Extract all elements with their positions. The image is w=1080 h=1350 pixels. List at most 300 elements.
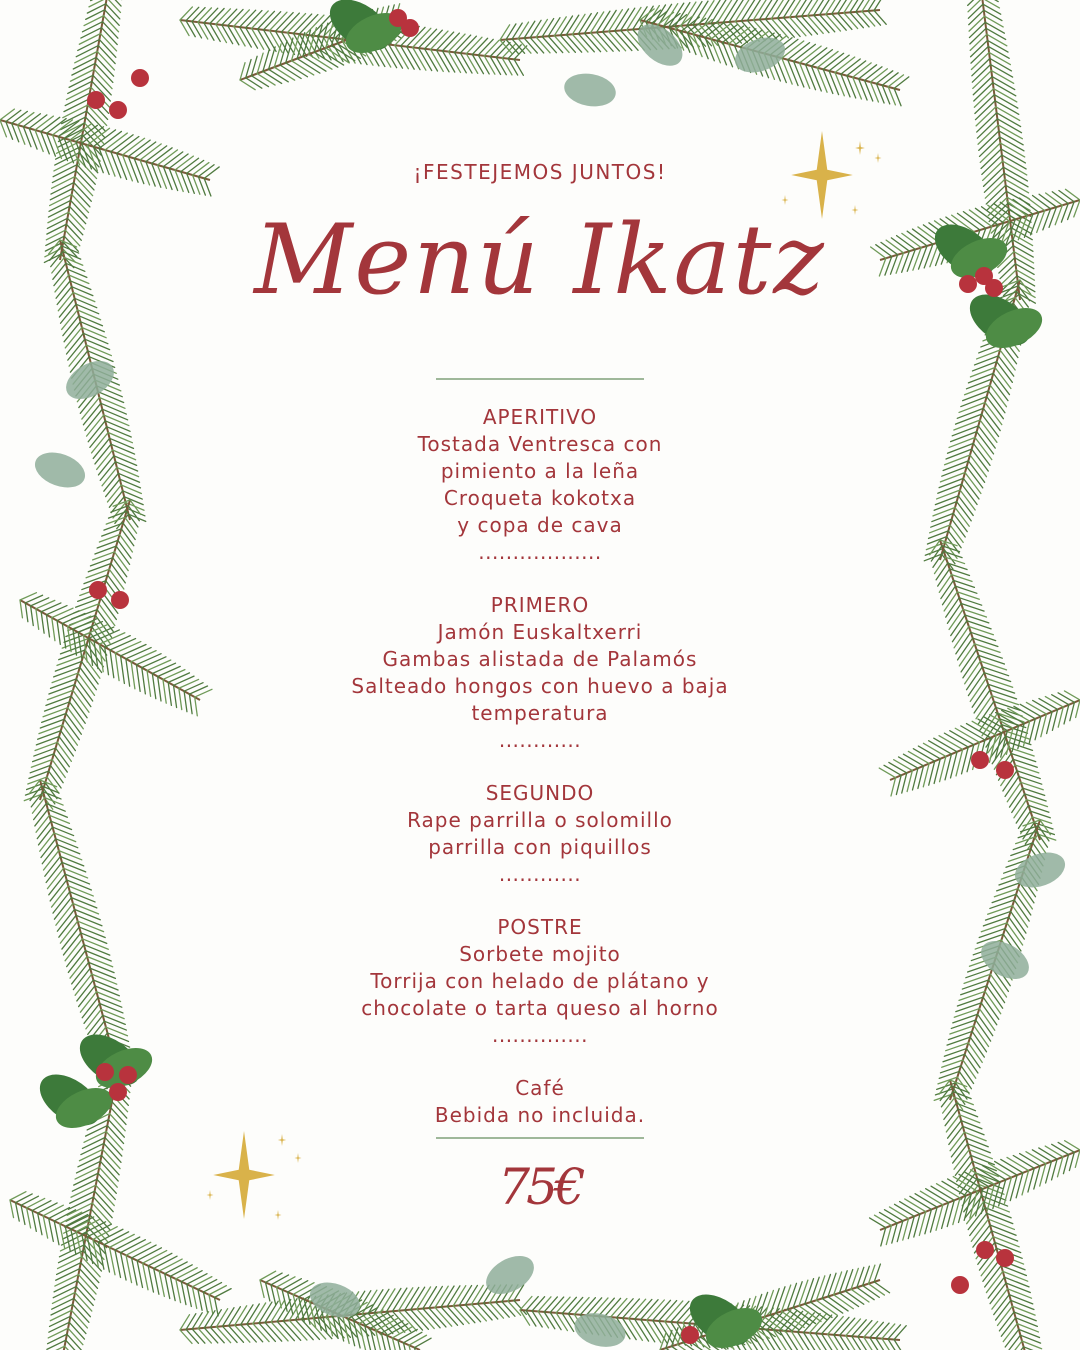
berry: [109, 1083, 127, 1101]
pine-needle: [60, 856, 83, 865]
pine-needle: [988, 906, 1013, 915]
pine-needle: [105, 150, 115, 176]
pine-needle: [229, 1307, 241, 1326]
pine-needle: [115, 653, 119, 681]
pine-needle: [106, 1027, 128, 1036]
pine-needle: [881, 242, 898, 254]
pine-needle: [1011, 1300, 1034, 1309]
pine-needle: [41, 132, 49, 154]
pine-needle: [952, 426, 978, 436]
pine-needle: [1052, 695, 1069, 705]
pine-needle: [863, 1286, 880, 1298]
pine-needle: [985, 1208, 1011, 1218]
pine-needle: [82, 22, 102, 32]
pine-needle: [847, 61, 866, 76]
pine-needle: [988, 1219, 1014, 1229]
pine-needle: [84, 945, 110, 955]
pine-needle: [0, 109, 14, 120]
pine-needle: [1026, 1152, 1046, 1164]
pine-needle: [32, 1201, 51, 1211]
pine-needle: [1057, 1157, 1062, 1177]
pine-needle: [86, 569, 109, 577]
pine-needle: [1059, 191, 1074, 202]
pine-needle: [1014, 706, 1035, 718]
pine-needle: [170, 1265, 192, 1277]
pine-needle: [52, 608, 73, 617]
pine-needle: [136, 654, 161, 665]
drinks-note: Bebida no incluida.: [434, 1103, 646, 1127]
pine-needle: [32, 798, 44, 814]
pine-needle: [83, 333, 108, 343]
pine-needle: [969, 10, 984, 25]
pine-needle: [223, 1308, 235, 1327]
pine-needle: [57, 656, 83, 666]
pine-needle: [53, 1287, 76, 1298]
pine-needle: [56, 281, 70, 298]
pine-needle: [91, 0, 108, 1]
pine-needle: [1008, 1289, 1032, 1298]
pine-needle: [39, 725, 63, 734]
pine-needle: [1004, 173, 1028, 187]
pine-needle: [951, 615, 965, 636]
pine-needle: [69, 75, 93, 87]
pine-needle: [120, 479, 141, 488]
pine-needle: [995, 101, 1019, 115]
pine-needle: [1058, 693, 1074, 703]
pine-needle: [174, 685, 177, 707]
pine-needle: [66, 224, 81, 240]
pine-needle: [934, 759, 940, 784]
pine-needle: [123, 155, 133, 181]
pine-needle: [997, 1306, 1012, 1325]
pine-needle: [198, 1312, 208, 1329]
pine-needle: [88, 563, 111, 571]
pine-needle: [158, 165, 167, 188]
pine-needle: [972, 362, 996, 371]
pine-needle: [68, 616, 91, 626]
pine-needle: [956, 414, 982, 424]
pine-needle: [993, 1237, 1019, 1247]
pine-needle: [1004, 1277, 1029, 1287]
pine-needle: [891, 238, 909, 251]
pine-needle: [34, 804, 47, 820]
pine-needle: [54, 159, 78, 171]
pine-needle: [76, 1161, 100, 1173]
berry: [119, 1066, 137, 1084]
pine-needle: [915, 1194, 937, 1207]
dotted-separator: ..................: [478, 540, 602, 564]
pine-needle: [57, 287, 72, 305]
section-heading: APERITIVO: [482, 405, 598, 429]
pine-needle: [1065, 1141, 1080, 1150]
pine-needle: [1070, 702, 1075, 720]
pine-needle: [210, 1327, 224, 1342]
pine-needle: [948, 1121, 962, 1139]
pine-needle: [137, 1248, 161, 1261]
pine-needle: [40, 833, 54, 851]
pine-needle: [66, 87, 90, 99]
pine-needle: [983, 917, 1008, 926]
pine-needle: [104, 415, 129, 426]
pine-needle: [123, 523, 135, 539]
pine-needle: [68, 1197, 93, 1209]
berry: [996, 1249, 1014, 1267]
pine-needle: [1058, 707, 1063, 727]
pine-needle: [101, 403, 126, 414]
pine-needle: [882, 73, 898, 85]
berry: [951, 1276, 969, 1294]
pine-needle: [88, 351, 113, 362]
pine-needle: [193, 163, 209, 175]
pine-needle: [50, 679, 76, 688]
pine-needle: [951, 1020, 975, 1028]
pine-needle: [49, 685, 75, 694]
pine-needle: [971, 40, 988, 56]
pine-needle: [874, 0, 884, 10]
pine-needle: [1014, 1312, 1036, 1321]
pine-needle: [950, 1132, 964, 1150]
pine-needle: [95, 986, 119, 996]
gold-star: [855, 141, 865, 155]
pine-needle: [137, 1261, 142, 1288]
pine-needle: [957, 502, 972, 521]
pine-needle: [961, 986, 987, 995]
pine-needle: [72, 63, 95, 75]
pine-needle: [876, 1323, 889, 1338]
pine-needle: [152, 663, 175, 673]
pine-needle: [192, 8, 205, 22]
pine-needle: [884, 1210, 902, 1221]
berry: [111, 591, 129, 609]
pine-needle: [897, 1221, 903, 1242]
pine-needle: [73, 57, 96, 69]
pine-needle: [889, 1207, 908, 1219]
pine-needle: [57, 611, 79, 621]
pine-needle: [946, 1115, 959, 1132]
pine-needle: [956, 1003, 981, 1012]
pine-needle: [50, 1310, 71, 1320]
pine-needle: [36, 737, 59, 745]
pine-needle: [204, 167, 219, 178]
pine-needle: [957, 997, 983, 1006]
pine-needle: [990, 1225, 1016, 1235]
pine-needle: [896, 775, 901, 794]
pine-needle: [945, 1109, 958, 1126]
pine-needle: [111, 1108, 126, 1125]
pine-needle: [31, 792, 43, 807]
pine-needle: [82, 328, 106, 338]
pine-needle: [974, 356, 998, 365]
pine-needle: [76, 915, 102, 925]
pine-needle: [994, 89, 1017, 102]
branch-stem: [40, 780, 120, 1080]
berry: [87, 91, 105, 109]
pine-needle: [1020, 1154, 1040, 1166]
eucalyptus-leaf: [30, 446, 90, 494]
menu-title: Menú Ikatz: [254, 204, 826, 316]
pine-needle: [143, 1251, 167, 1264]
pine-needle: [126, 1242, 151, 1255]
dish-line: Salteado hongos con huevo a baja: [351, 674, 729, 698]
pine-needle: [955, 508, 969, 527]
pine-needle: [942, 586, 955, 605]
pine-needle: [908, 1216, 914, 1238]
pine-needle: [84, 1132, 106, 1143]
pine-needle: [1015, 258, 1034, 269]
pine-needle: [59, 737, 73, 756]
pine-needle: [98, 1242, 103, 1269]
pine-needle: [1040, 1164, 1046, 1186]
pine-needle: [997, 113, 1021, 127]
pine-needle: [192, 1313, 202, 1329]
pine-needle: [847, 76, 856, 98]
pine-needle: [216, 24, 227, 42]
pine-needle: [859, 65, 877, 79]
pine-needle: [76, 598, 101, 607]
pine-needle: [982, 0, 999, 2]
pine-needle: [58, 1257, 82, 1269]
pine-needle: [68, 1328, 83, 1344]
pine-needle: [87, 1237, 92, 1264]
pine-needle: [884, 765, 901, 775]
pine-needle: [121, 1240, 146, 1253]
pine-needle: [933, 552, 944, 568]
pine-needle: [1014, 800, 1027, 818]
pine-needle: [186, 1314, 196, 1330]
pine-needle: [126, 1255, 132, 1282]
pine-needle: [147, 671, 151, 697]
pine-needle: [1015, 264, 1034, 275]
pine-needle: [23, 114, 40, 127]
pine-needle: [50, 1316, 71, 1326]
pine-needle: [953, 1014, 978, 1023]
pine-needle: [37, 821, 51, 838]
pine-needle: [944, 1103, 957, 1119]
pine-needle: [112, 1102, 127, 1118]
divider-top: [436, 378, 644, 380]
pine-needle: [76, 46, 98, 57]
pine-needle: [1000, 264, 1015, 279]
berry: [96, 1063, 114, 1081]
pine-needle: [1035, 716, 1041, 739]
pine-needle: [163, 679, 166, 703]
pine-needle: [121, 529, 133, 546]
pine-needle: [47, 224, 67, 234]
pine-needle: [886, 1225, 891, 1244]
pine-needle: [100, 34, 116, 51]
pine-needle: [958, 496, 973, 516]
section-postre: [240, 914, 840, 1049]
pine-needle: [947, 603, 961, 623]
pine-needle: [154, 1256, 177, 1268]
pine-needle: [1013, 246, 1033, 257]
pine-needle: [1032, 1150, 1051, 1162]
pine-needle: [988, 46, 1009, 58]
pine-needle: [50, 765, 63, 782]
pine-needle: [862, 11, 875, 26]
pine-needle: [181, 158, 199, 171]
pine-needle: [1045, 697, 1063, 707]
pine-needle: [1064, 705, 1069, 724]
pine-needle: [110, 650, 114, 678]
pine-needle: [977, 350, 1000, 359]
pine-needle: [959, 403, 985, 413]
pine-needle: [148, 1266, 153, 1292]
pine-needle: [919, 246, 928, 269]
pine-needle: [52, 760, 65, 778]
pine-needle: [55, 1275, 79, 1286]
pine-needle: [46, 696, 71, 705]
pine-needle: [46, 615, 49, 637]
pine-needle: [949, 1126, 963, 1144]
pine-needle: [995, 1161, 1018, 1175]
pine-needle: [222, 25, 233, 44]
branch-stem: [880, 1150, 1080, 1230]
pine-needle: [109, 1234, 134, 1247]
pine-needle: [846, 1319, 861, 1336]
pine-needle: [79, 34, 100, 45]
pine-needle: [1024, 721, 1030, 746]
pine-needle: [32, 1211, 36, 1232]
pine-needle: [1046, 193, 1063, 205]
pine-needle: [54, 1210, 75, 1221]
pine-needle: [879, 768, 895, 778]
pine-needle: [118, 540, 131, 558]
pine-needle: [1052, 709, 1057, 730]
coffee-line: Café: [515, 1076, 565, 1100]
pine-needle: [871, 247, 886, 258]
pine-needle: [994, 702, 1020, 711]
pine-needle: [892, 1223, 897, 1243]
pine-needle: [27, 1208, 31, 1228]
pine-needle: [972, 1031, 986, 1051]
pine-needle: [92, 974, 117, 984]
pine-needle: [1014, 252, 1034, 263]
pine-needle: [198, 22, 208, 39]
pine-needle: [946, 449, 972, 459]
pine-needle: [87, 4, 105, 13]
pine-needle: [936, 563, 948, 580]
pine-needle: [939, 736, 963, 750]
pine-needle: [940, 473, 965, 482]
pine-needle: [27, 1198, 45, 1207]
pine-needle: [111, 444, 135, 454]
pine-needle: [882, 1324, 895, 1339]
pine-needle: [964, 1132, 986, 1141]
pine-needle: [969, 16, 984, 31]
pine-needle: [926, 1189, 949, 1203]
pine-needle: [84, 624, 109, 635]
divider-bottom: [436, 1137, 644, 1139]
pine-needle: [81, 933, 107, 943]
pine-needle: [165, 1274, 170, 1299]
pine-needle: [48, 206, 69, 217]
pine-needle: [75, 51, 97, 62]
pine-needle: [60, 644, 86, 654]
pine-needle: [903, 754, 923, 766]
pine-needle: [986, 911, 1011, 920]
dish-line: Sorbete mojito: [459, 942, 621, 966]
section-heading: POSTRE: [497, 915, 583, 939]
dotted-separator: ..............: [491, 1023, 588, 1047]
pine-needle: [82, 939, 108, 949]
pine-needle: [840, 1318, 855, 1335]
pine-needle: [1001, 149, 1025, 163]
pine-needle: [985, 22, 1004, 33]
pine-needle: [857, 1287, 874, 1299]
pine-needle: [973, 638, 998, 646]
berry: [959, 275, 977, 293]
pine-needle: [72, 1179, 97, 1191]
pine-needle: [18, 113, 34, 125]
pine-needle: [50, 189, 72, 200]
pine-needle: [870, 69, 887, 82]
pine-needle: [53, 263, 66, 279]
pine-needle: [65, 874, 89, 884]
pine-needle: [912, 768, 917, 790]
pine-needle: [41, 839, 56, 858]
pine-needle: [57, 742, 71, 761]
pine-needle: [961, 397, 987, 407]
pine-needle: [902, 233, 921, 247]
pine-needle: [962, 980, 988, 989]
pine-needle: [99, 398, 125, 409]
pine-needle: [98, 392, 124, 403]
pine-needle: [965, 1054, 978, 1073]
pine-needle: [970, 34, 987, 50]
pine-needle: [113, 450, 136, 460]
pine-needle: [949, 438, 975, 448]
pine-needle: [874, 1282, 889, 1293]
pine-needle: [954, 1009, 979, 1018]
pine-needle: [47, 690, 72, 699]
berry: [131, 69, 149, 87]
pine-needle: [944, 592, 957, 611]
pine-needle: [870, 1322, 884, 1337]
pine-needle: [879, 1212, 897, 1223]
pine-needle: [951, 1138, 966, 1157]
pine-needle: [71, 1185, 96, 1197]
berry: [109, 101, 127, 119]
pine-needle: [126, 659, 130, 686]
pine-needle: [52, 258, 65, 273]
pine-needle: [46, 230, 65, 240]
pine-needle: [1007, 782, 1020, 801]
pine-needle: [64, 99, 89, 111]
pine-needle: [939, 575, 951, 593]
pine-needle: [1052, 1144, 1069, 1154]
pine-needle: [967, 1049, 981, 1068]
pine-needle: [52, 1298, 74, 1309]
pine-needle: [1039, 194, 1056, 207]
pine-needle: [971, 46, 988, 63]
pine-needle: [1039, 1148, 1057, 1159]
pine-needle: [1041, 714, 1047, 737]
pine-needle: [868, 11, 881, 25]
pine-needle: [983, 4, 1001, 14]
gold-star: [207, 1190, 214, 1200]
pine-needle: [216, 1309, 227, 1327]
pine-needle: [90, 968, 115, 978]
pine-needle: [110, 639, 136, 650]
pine-needle: [1047, 712, 1052, 734]
pine-needle: [35, 116, 53, 130]
pine-needle: [953, 513, 967, 531]
pine-needle: [870, 1218, 886, 1228]
pine-needle: [89, 962, 114, 972]
pine-needle: [954, 420, 980, 430]
berry: [976, 1241, 994, 1259]
